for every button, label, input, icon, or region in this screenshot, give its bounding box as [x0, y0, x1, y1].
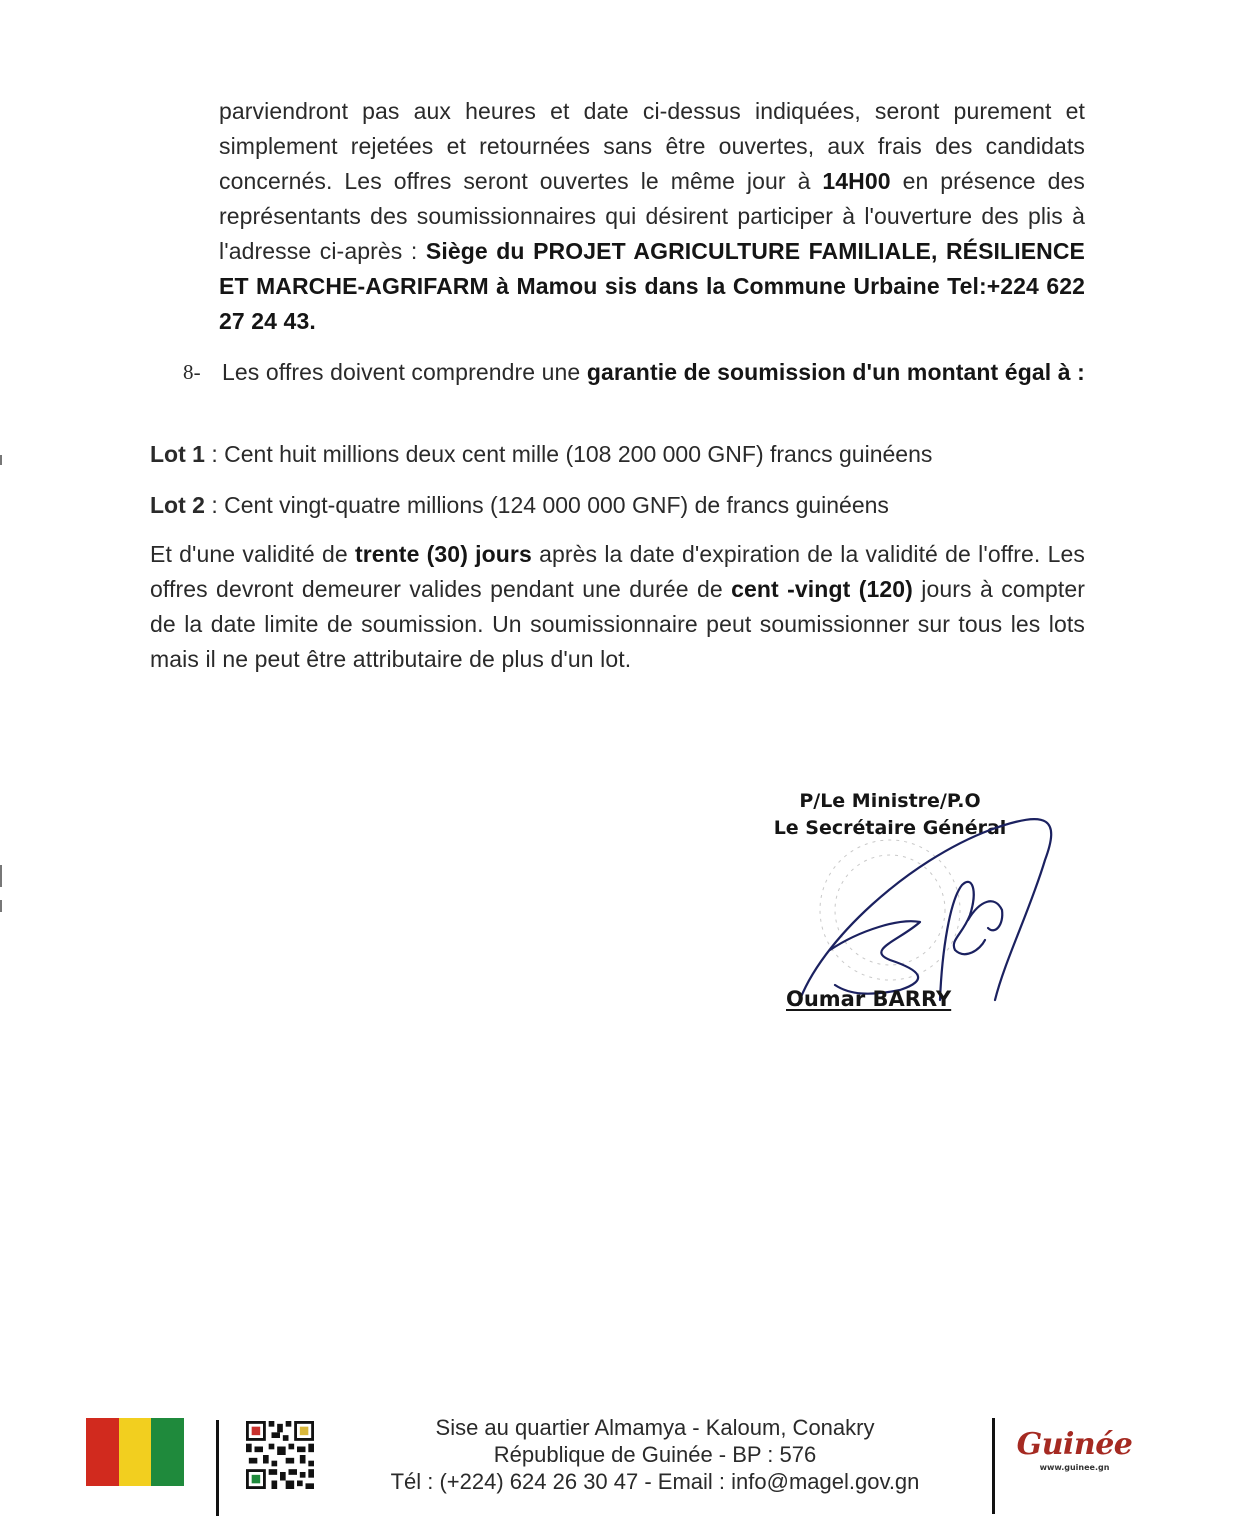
footer-contact-line: Tél : (+224) 624 26 30 47 - Email : info@magel.gov.gn: [390, 1469, 920, 1494]
item-text: Les offres doivent comprendre une: [222, 359, 587, 385]
guinea-flag-icon: [86, 1418, 184, 1486]
footer-address-line: République de Guinée - BP : 576: [493, 1442, 817, 1467]
offer-validity: cent -vingt (120): [731, 576, 913, 602]
guinee-logo: [1012, 1428, 1137, 1488]
lot-label: Lot 1: [150, 441, 205, 467]
opening-conditions-paragraph: [219, 94, 1085, 339]
opening-time: 14H00: [822, 168, 891, 194]
signatory-title: Le Secrétaire Général: [773, 817, 1007, 839]
scan-edge-mark: [0, 455, 2, 465]
lot-label: Lot 2: [150, 492, 205, 518]
qr-code-icon: [244, 1421, 316, 1489]
validity-paragraph: [150, 537, 1085, 677]
paragraph-text: parviendront pas aux heures et date ci-dessus indiquées, seront purement et simplement rejetées et retournées sans être ouvertes, aux frais des candidats concernés. Les offres seront ouvertes le même jour à: [219, 98, 1085, 194]
item-bold-text: garantie de soumission d'un montant égal à :: [586, 359, 1085, 385]
guarantee-validity: trente (30) jours: [354, 541, 532, 567]
paragraph-text: jours à compter de la date limite de soumission. Un soumissionnaire peut soumissionner sur tous les lots mais il ne peut être attributaire de plus d'un lot.: [150, 576, 1085, 672]
lot-1-line: [150, 437, 932, 472]
lot-2-line: [150, 488, 889, 523]
item-number: 8-: [183, 360, 201, 384]
scan-edge-mark: [0, 900, 2, 912]
footer-divider: [216, 1420, 219, 1516]
lot-amount: : Cent vingt-quatre millions (124 000 000 GNF) de francs guinéens: [204, 492, 889, 518]
footer-address-line: Sise au quartier Almamya - Kaloum, Conakry: [435, 1415, 875, 1440]
signatory-name: Oumar BARRY: [786, 987, 952, 1011]
signatory-authority: P/Le Ministre/P.O: [799, 790, 981, 812]
scan-edge-mark: [0, 865, 2, 887]
item-8: [183, 355, 1085, 390]
paragraph-text: Et d'une validité de: [150, 541, 355, 567]
logo-url: www.guinee.gn: [1039, 1463, 1110, 1472]
lot-amount: : Cent huit millions deux cent mille (108 200 000 GNF) francs guinéens: [204, 441, 933, 467]
footer-address: [340, 1414, 970, 1495]
opening-address: Siège du PROJET AGRICULTURE FAMILIALE, RÉSILIENCE ET MARCHE-AGRIFARM à Mamou sis dans la Commune Urbaine Tel:+224 622 27 24 43.: [219, 238, 1085, 334]
footer-divider: [992, 1418, 995, 1514]
paragraph-text: en présence des représentants des soumissionnaires qui désirent participer à l'ouverture des plis à l'adresse ci-après :: [219, 168, 1085, 264]
paragraph-text: après la date d'expiration de la validité de l'offre. Les offres devront demeurer valides pendant une durée de: [150, 541, 1085, 602]
logo-wordmark: Guinée: [1016, 1427, 1133, 1462]
